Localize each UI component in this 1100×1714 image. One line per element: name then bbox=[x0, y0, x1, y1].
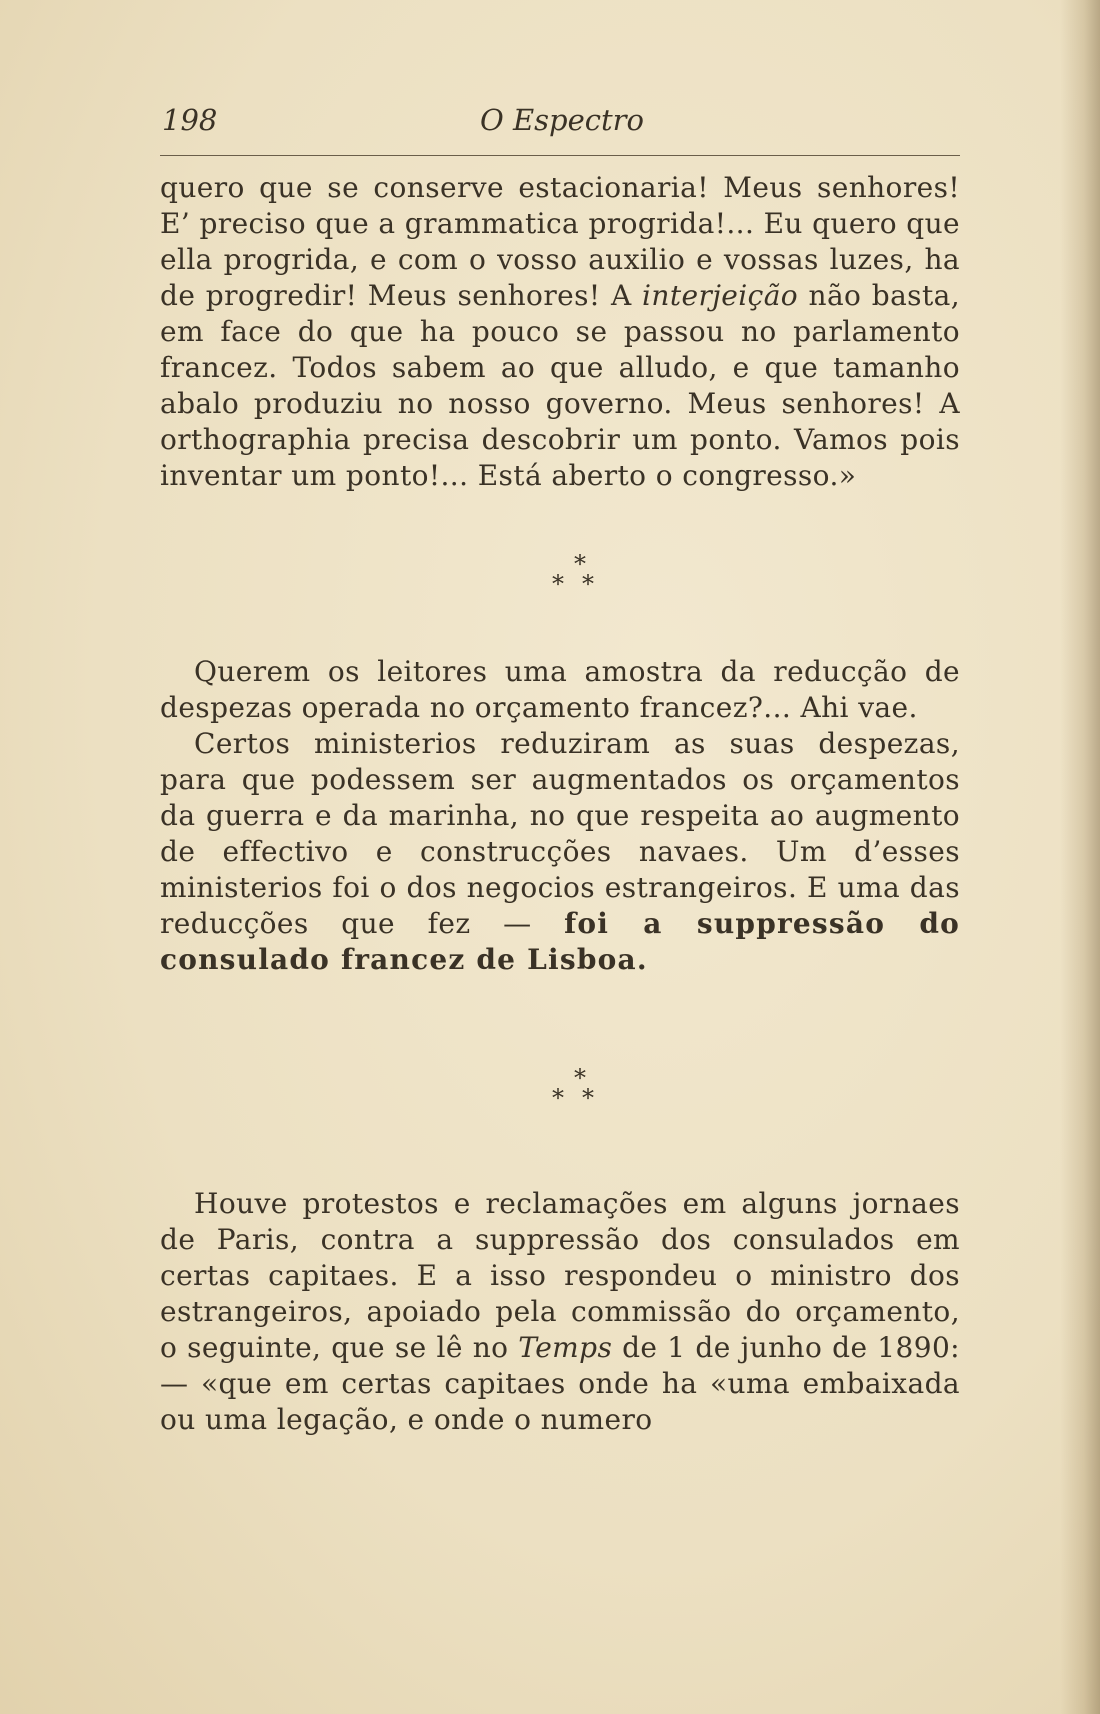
book-page bbox=[160, 95, 960, 1438]
page-edge-shadow bbox=[1060, 0, 1100, 1714]
paragraph-text: não basta, em face do que ha pouco se passou no parlamento francez. Todos sabem ao que alludo, e que tamanho abalo produziu no nosso governo. Meus senhores! A orthographia precisa descobrir um ponto. Vamos pois inventar um ponto!... Está aberto o congresso.» bbox=[160, 279, 960, 492]
paragraph-congress-speech bbox=[160, 170, 960, 494]
paragraph-text: Houve protestos e reclamações em alguns jornaes de Paris, contra a suppressão dos consulados em certas capitaes. E a isso respondeu o ministro dos estrangeiros, apoiado pela commissão do orçamento, o seguinte, que se lê no bbox=[160, 1187, 960, 1364]
paragraph-protests bbox=[160, 1186, 960, 1438]
page-number: 198 bbox=[162, 103, 218, 137]
page-body bbox=[160, 170, 960, 1438]
asterism-bottom-stars: ** bbox=[552, 1084, 612, 1112]
asterism-top-star: * bbox=[574, 1064, 586, 1092]
paragraph-text: de 1 de junho de 1890: — «que em certas capitaes onde ha «uma embaixada ou uma legação, e onde o numero bbox=[160, 1331, 960, 1436]
running-header bbox=[160, 95, 960, 156]
italic-newspaper-title: Temps bbox=[518, 1331, 613, 1364]
paragraph-budget-sample: Querem os leitores uma amostra da reducção de despezas operada no orçamento francez?... Ahi vae. bbox=[160, 655, 960, 724]
running-title: O Espectro bbox=[480, 103, 644, 137]
asterism-bottom-stars: ** bbox=[552, 570, 612, 598]
asterism-divider bbox=[160, 550, 960, 598]
paragraph-text: quero que se conserve estacionaria! Meus senhores! E’ preciso que a grammatica progrida!... Eu quero que ella progrida, e com o vosso auxilio e vossas luzes, ha de progredir! Meus senhores! A bbox=[160, 171, 960, 312]
paragraph-text: Certos ministerios reduziram as suas despezas, para que podessem ser augmentados os orçamentos da guerra e da marinha, no que respeita ao augmento de effectivo e construcções navaes. Um d’esses ministerios foi o dos negocios estrangeiros. E uma das reducções que fez — bbox=[160, 727, 960, 940]
italic-word: interjeição bbox=[642, 279, 799, 312]
asterism-divider bbox=[160, 1064, 960, 1112]
bold-emphasis: foi a suppressão do consulado francez de Lisboa. bbox=[160, 907, 960, 976]
asterism-top-star: * bbox=[574, 550, 586, 578]
paragraph-ministries bbox=[160, 726, 960, 978]
